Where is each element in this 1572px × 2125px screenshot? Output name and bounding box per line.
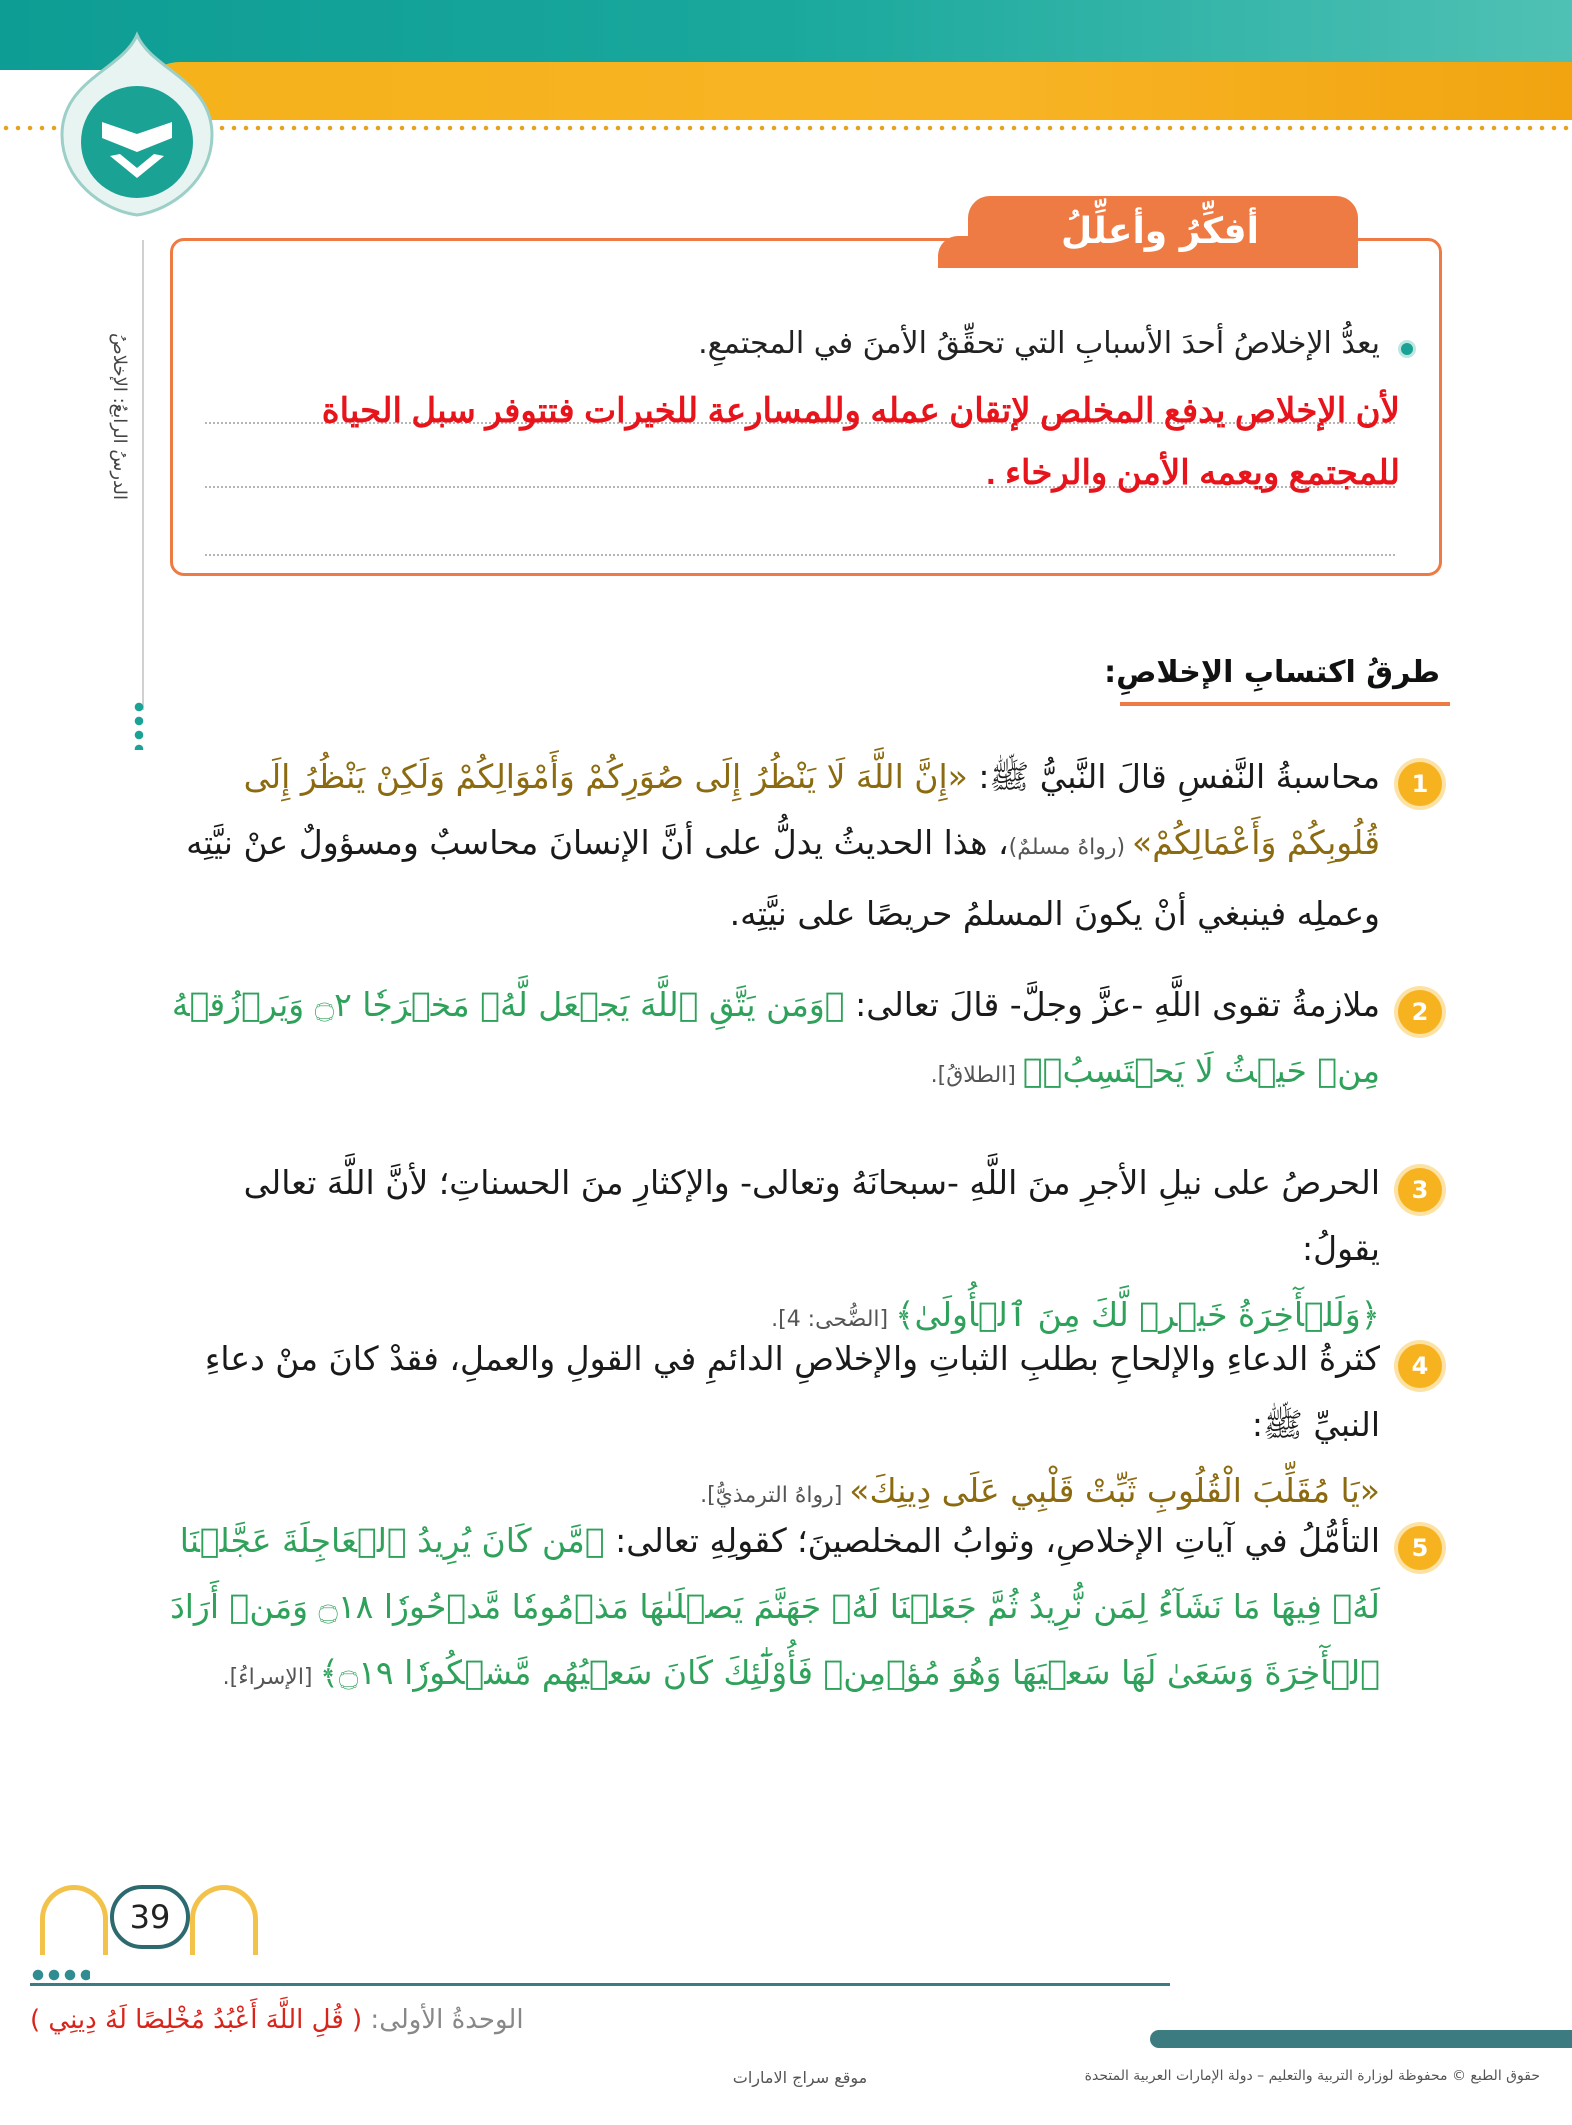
item-reference: (رواهُ مسلمٌ): [1008, 835, 1133, 860]
hadith-quote: «يَا مُقَلِّبَ الْقُلُوبِ ثَبِّتْ قَلْبِي عَلَى دِينِكَ»: [849, 1471, 1380, 1510]
list-item: [170, 1326, 1380, 1510]
item-lead: كثرةُ الدعاءِ والإلحاحِ بطلبِ الثباتِ والإخلاصِ الدائمِ في القولِ والعملِ، فقدْ كانَ منْ دعاءِ النبيِّ ﷺ:: [204, 1339, 1380, 1444]
think-question: يعدُّ الإخلاصُ أحدَ الأسبابِ التي تحقِّقُ الأمنَ في المجتمعِ.: [698, 326, 1380, 361]
quran-verse: ﴿وَلَلۡأٓخِرَةُ خَيۡرٞ لَّكَ مِنَ ٱلۡأُولَىٰ﴾: [895, 1295, 1380, 1334]
unit-title: [30, 2000, 750, 2040]
footer-rule: [30, 1983, 1170, 1986]
item-number-badge: 5: [1398, 1526, 1442, 1570]
item-reference: [رواهُ الترمذيُّ].: [700, 1483, 850, 1508]
footer-teal-bar: [1150, 2030, 1572, 2048]
quran-verse: ﴿وَمَن يَتَّقِ ٱللَّهَ يَجۡعَل لَّهُۥ مَخۡرَجٗا ۝٢ وَيَرۡزُقۡهُ مِنۡ حَيۡثُ لَا يَحۡتَسِبُۚ﴾: [171, 985, 1380, 1090]
section-heading: طرقُ اكتسابِ الإخلاصِ:: [1104, 655, 1440, 690]
side-divider: [142, 240, 144, 710]
list-item: [170, 1508, 1380, 1708]
item-lead: التأمُّلُ في آياتِ الإخلاصِ، وثوابُ المخلصينَ؛ كقولِهِ تعالى:: [604, 1521, 1380, 1560]
left-arch-icon: [40, 1885, 108, 1955]
unit-verse: ( قُلِ اللَّهَ أَعْبُدُ مُخْلِصًا لَهُ دِينِي ): [30, 2005, 363, 2035]
item-reference: [الطلاقُ].: [930, 1063, 1023, 1088]
page-number: 39: [110, 1885, 190, 1949]
copyright-text: حقوق الطبع © محفوظة لوزارة التربية والتعليم – دولة الإمارات العربية المتحدة: [1084, 2068, 1540, 2084]
item-lead: ملازمةُ تقوى اللَّهِ -عزَّ وجلَّ- قالَ تعالى:: [844, 985, 1380, 1024]
item-number-badge: 4: [1398, 1344, 1442, 1388]
think-box-title: أفكِّرُ وأعلِّلُ: [1061, 211, 1259, 252]
item-reference: [الإسراءُ].: [222, 1665, 320, 1690]
side-dots: [132, 700, 146, 750]
header-dots: [0, 124, 1572, 132]
quran-book-emblem-icon: [52, 30, 222, 220]
item-rest: ، هذا الحديثُ يدلُّ على أنَّ الإنسانَ محاسبٌ ومسؤولٌ عنْ نيَّتِه وعملِه فينبغي أنْ يكونَ المسلمُ حريصًا على نيَّتِه.: [186, 823, 1380, 933]
quran-verse: ﴿مَّن كَانَ يُرِيدُ ٱلۡعَاجِلَةَ عَجَّلۡنَا لَهُۥ فِيهَا مَا نَشَآءُ لِمَن نُّرِيدُ ثُمَّ جَعَلۡنَا لَهُۥ جَهَنَّمَ يَصۡلَىٰهَا مَذۡمُومٗا مَّدۡحُورٗا ۝١٨ وَمَنۡ أَرَادَ ٱلۡأٓخِرَةَ وَسَعَىٰ لَهَا سَعۡيَهَا وَهُوَ مُؤۡمِنٞ فَأُوْلَٰٓئِكَ كَانَ سَعۡيُهُم مَّشۡكُورٗا ۝١٩﴾: [170, 1521, 1380, 1692]
footer-dots: [30, 1968, 90, 1982]
site-name: موقع سراج الامارات: [732, 2068, 868, 2087]
item-number-badge: 1: [1398, 762, 1442, 806]
answer-line: للمجتمع ويعمه الأمن والرخاء .: [986, 454, 1400, 492]
bullet-icon: [1398, 340, 1416, 358]
item-number-badge: 2: [1398, 990, 1442, 1034]
hadith-quote: «إِنَّ اللَّهَ لَا يَنْظُرُ إِلَى صُوَرِكُمْ وَأَمْوَالِكُمْ وَلَكِنْ يَنْظُرُ إِلَى قُلُوبِكُمْ وَأَعْمَالِكُمْ»: [243, 757, 1380, 862]
list-item: [170, 1150, 1380, 1334]
section-underline: [1120, 702, 1450, 706]
header-orange-band: [130, 62, 1572, 120]
header-teal-band: [0, 0, 1572, 70]
item-lead: محاسبةُ النَّفسِ قالَ النَّبيُّ ﷺ:: [967, 757, 1380, 796]
answer-line: لأن الإخلاص يدفع المخلص لإتقان عمله وللمسارعة للخيرات فتتوفر سبل الحياة: [321, 392, 1400, 430]
answer-text[interactable]: [210, 380, 1400, 510]
answer-dotted-line: [205, 552, 1395, 556]
item-number-badge: 3: [1398, 1168, 1442, 1212]
lesson-side-title: الدرسُ الرابعُ: الإخلاصُ: [109, 332, 130, 500]
item-lead: الحرصُ على نيلِ الأجرِ منَ اللَّهِ -سبحانَهُ وتعالى- والإكثارِ منَ الحسناتِ؛ لأنَّ اللَّهَ تعالى يقولُ:: [243, 1163, 1380, 1268]
list-item: [170, 972, 1380, 1107]
right-arch-icon: [190, 1885, 258, 1955]
unit-label: الوحدةُ الأولى:: [362, 2005, 524, 2035]
list-item: [170, 744, 1380, 944]
item-reference: [الضُّحى: 4].: [771, 1307, 896, 1332]
